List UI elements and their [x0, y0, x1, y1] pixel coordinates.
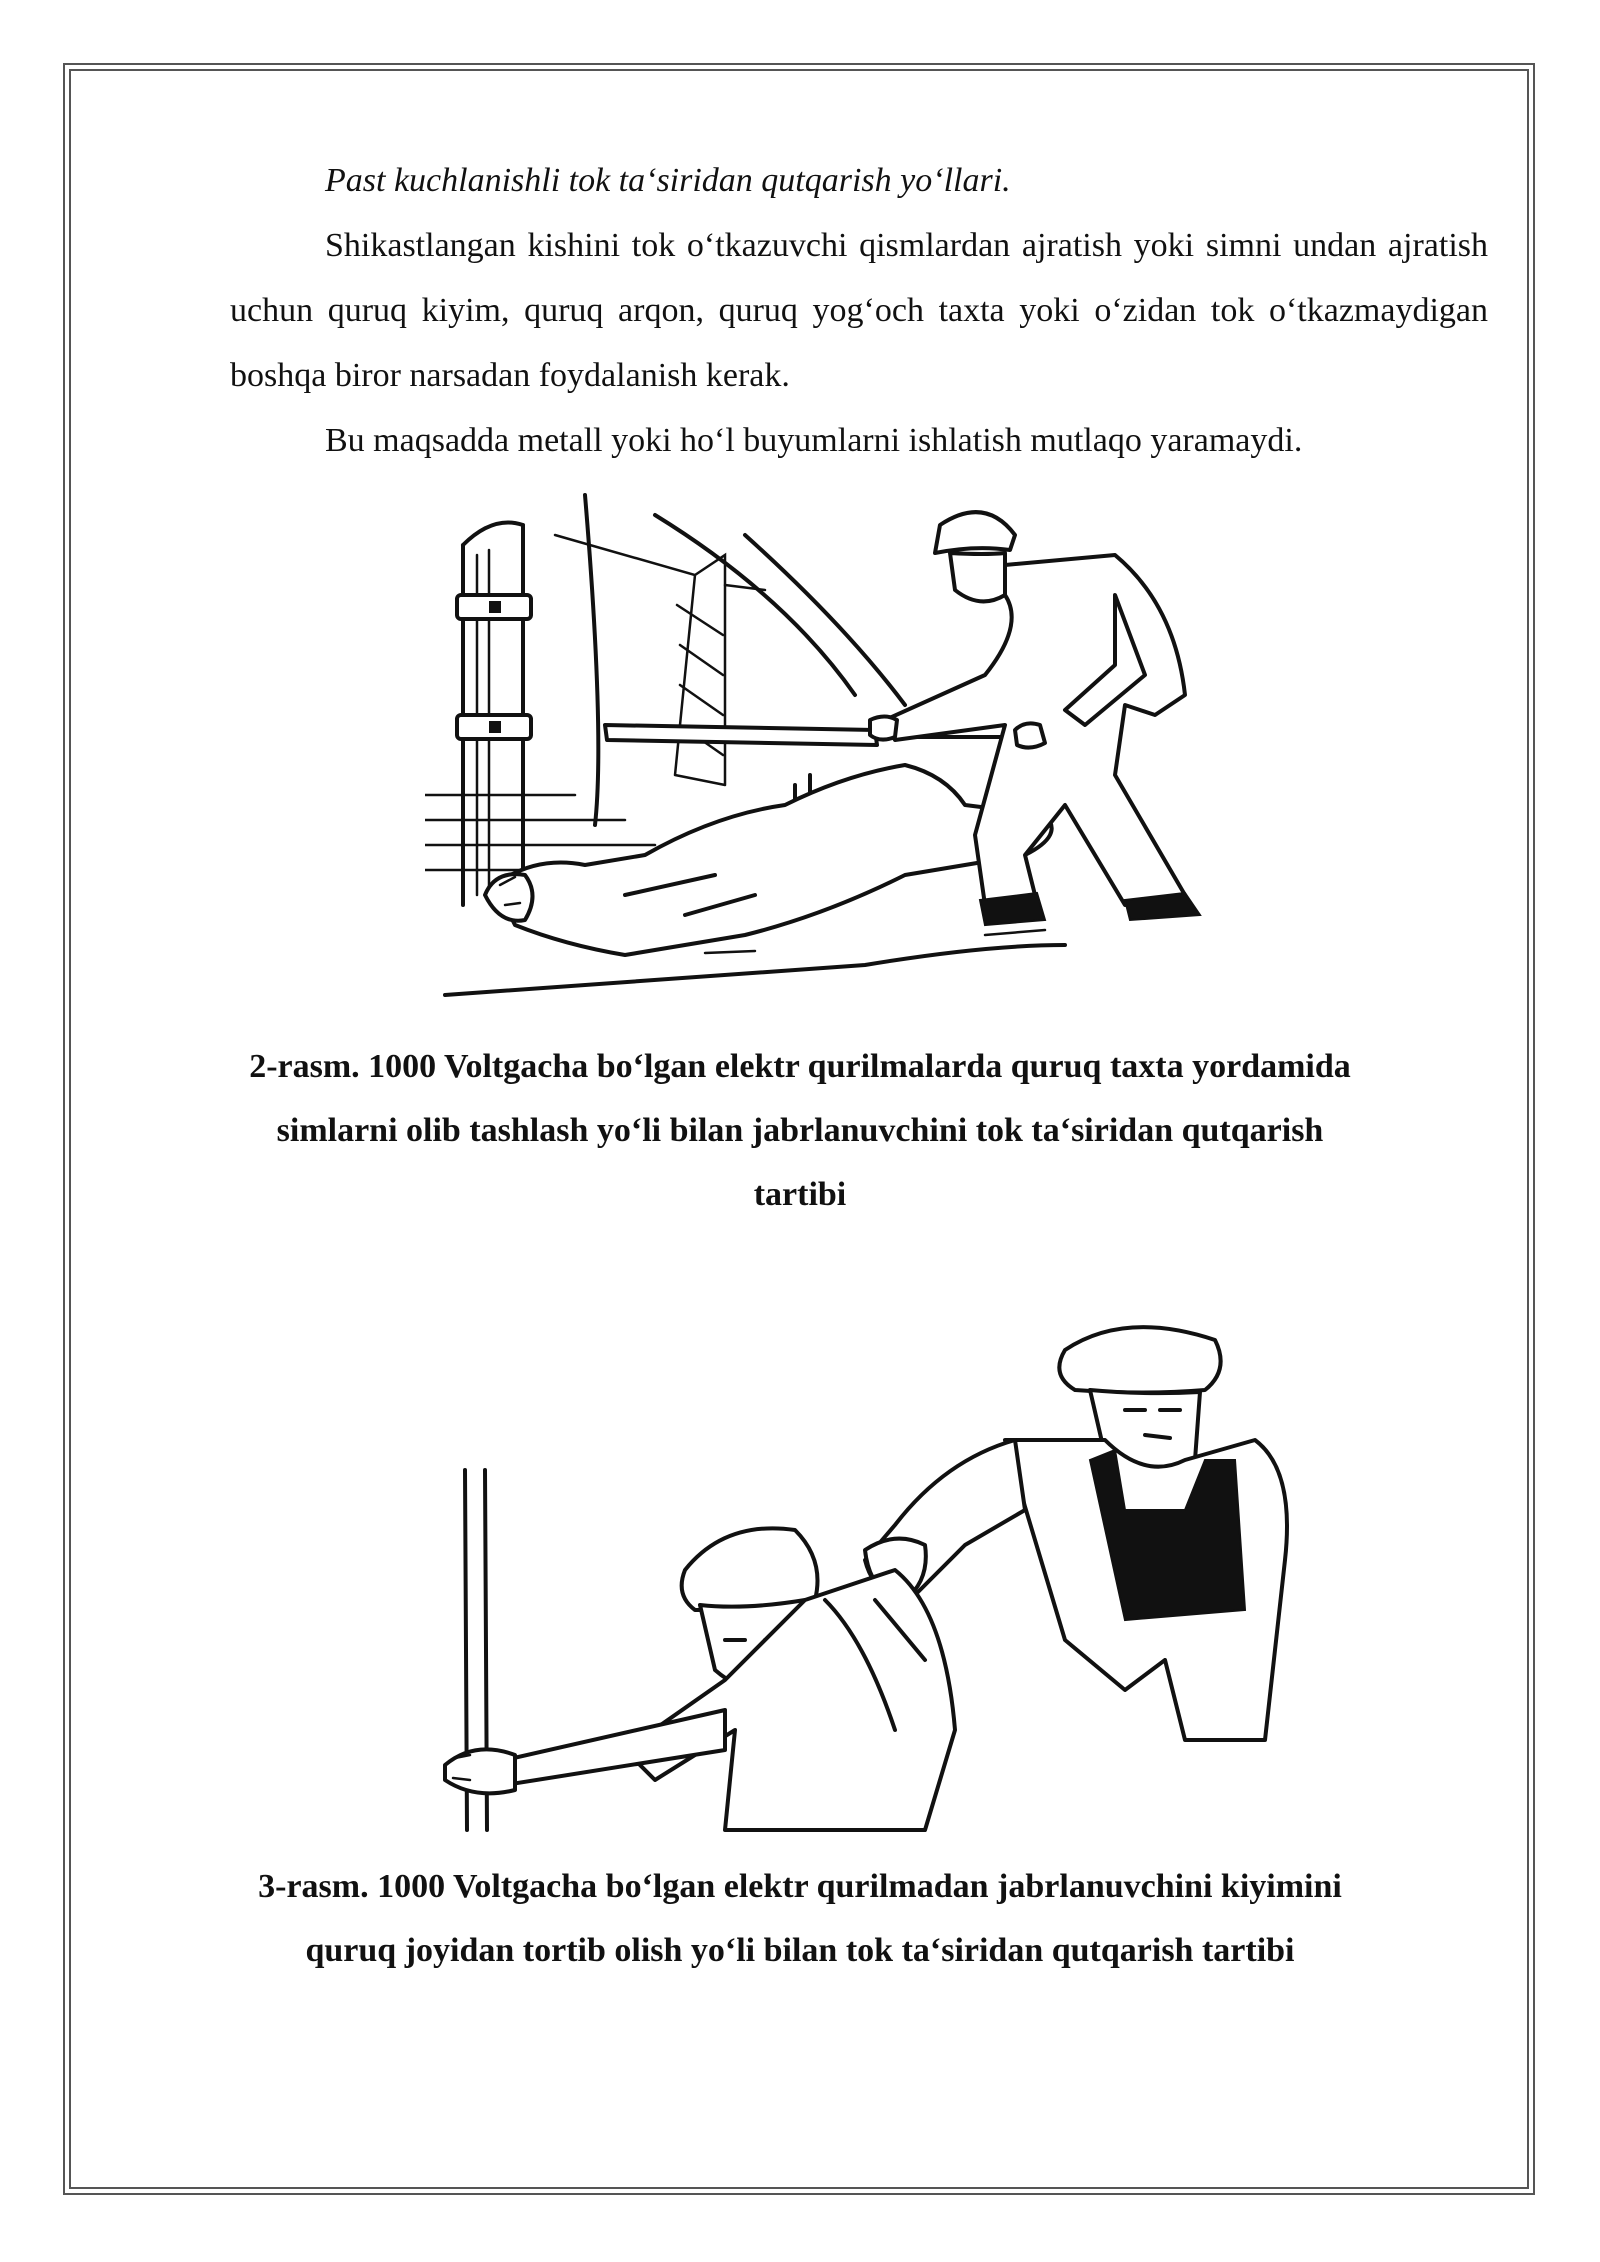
- figure-3-illustration: [425, 1310, 1305, 1840]
- figure-2-illustration: [425, 475, 1305, 1015]
- figure-2-caption: 2-rasm. 1000 Voltgacha bo‘lgan elektr qurilmalarda quruq taxta yordamida simlarni olib tashlash yo‘li bilan jabrlanuvchini tok ta‘siridan qutqarish tartibi: [249, 1048, 1351, 1213]
- document-body: [230, 148, 1488, 473]
- section-heading: Past kuchlanishli tok ta‘siridan qutqarish yo‘llari.: [325, 162, 1011, 199]
- paragraph-1: Shikastlangan kishini tok o‘tkazuvchi qismlardan ajratish yoki simni undan ajratish uchun quruq kiyim, quruq arqon, quruq yog‘och taxta yoki o‘zidan tok o‘tkazmaydigan boshqa biror narsadan foydalanish kerak.: [230, 227, 1488, 394]
- paragraph-2: Bu maqsadda metall yoki ho‘l buyumlarni ishlatish mutlaqo yaramaydi.: [325, 422, 1303, 459]
- figure-3-caption: 3-rasm. 1000 Voltgacha bo‘lgan elektr qurilmadan jabrlanuvchini kiyimini quruq joyidan tortib olish yo‘li bilan tok ta‘siridan qutqarish tartibi: [258, 1868, 1342, 1969]
